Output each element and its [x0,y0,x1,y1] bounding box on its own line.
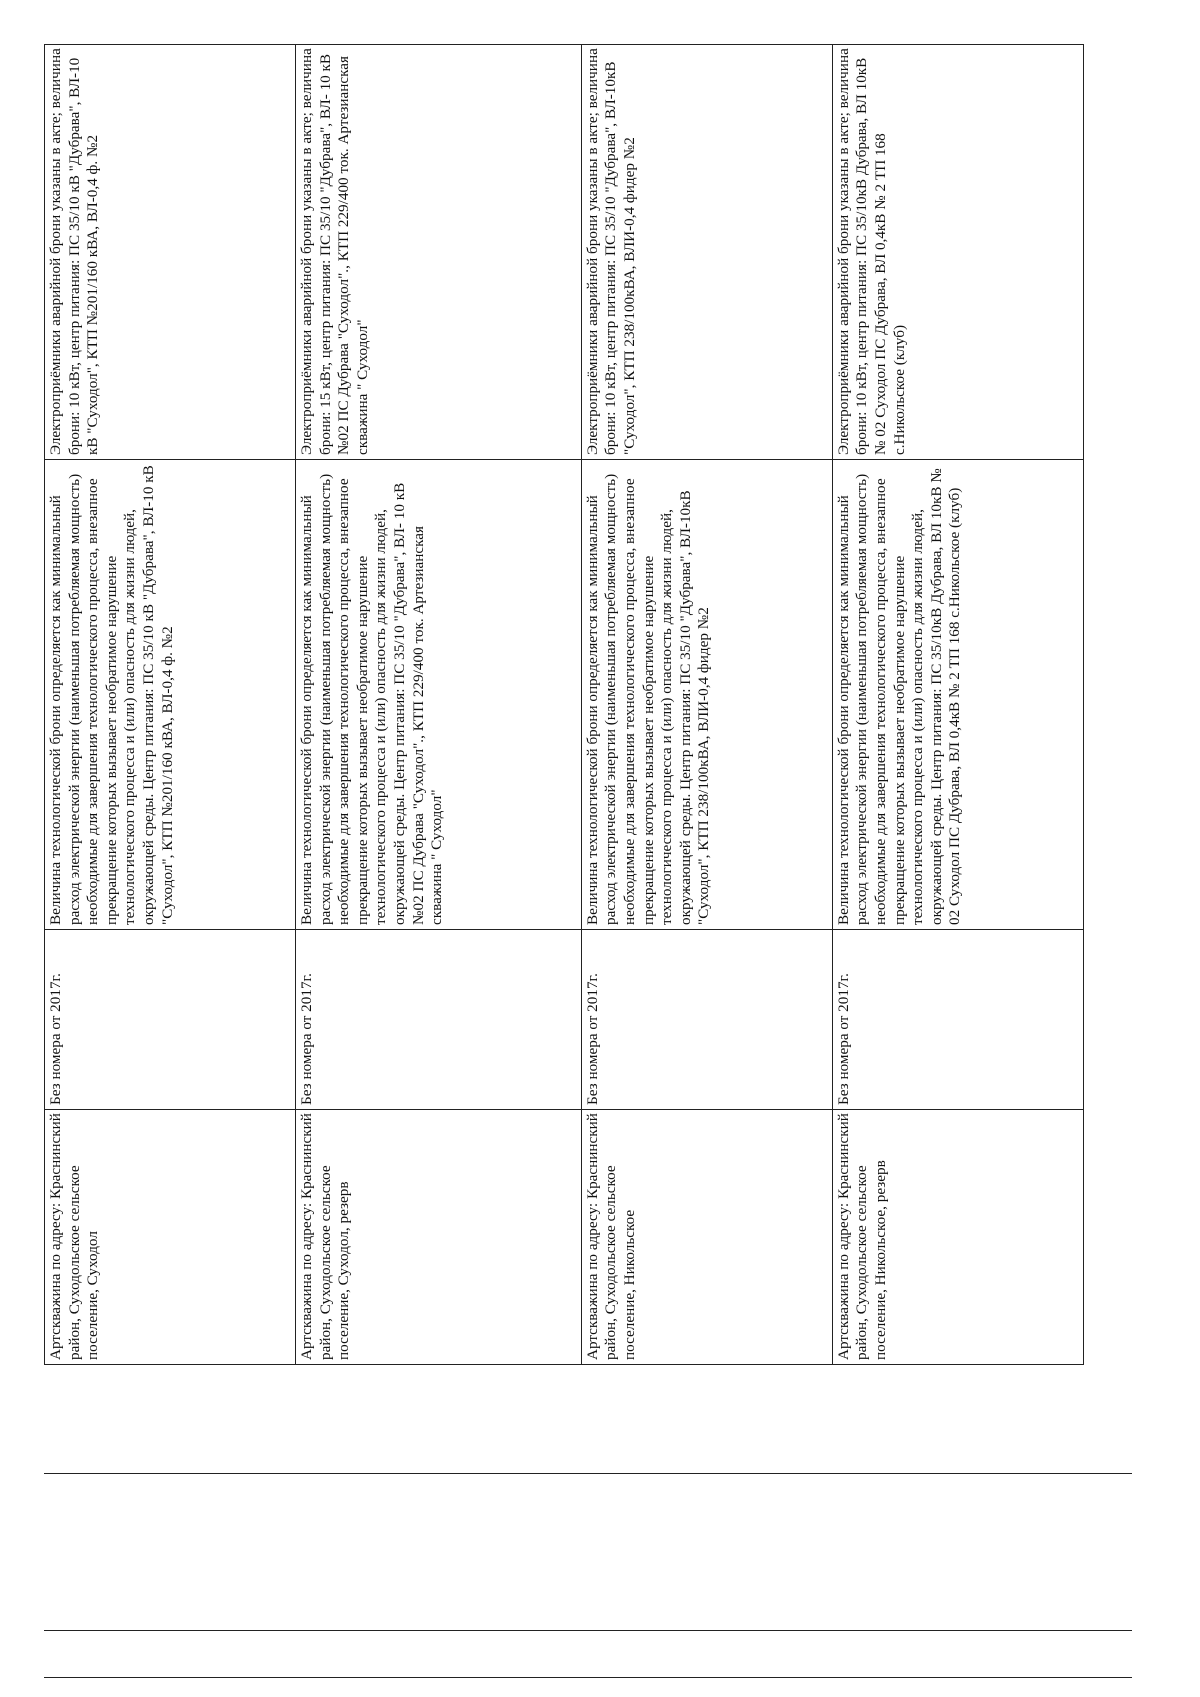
object-cell: Артскважина по адресу: Краснинский район, Суходольское сельское поселение, Никольское [581,1110,832,1365]
object-cell: Артскважина по адресу: Краснинский район, Суходольское сельское поселение, Суходол [45,1110,296,1365]
table-row [832,45,1083,1365]
object-cell: Артскважина по адресу: Краснинский район, Суходольское сельское поселение, Суходол, резерв [296,1110,582,1365]
tech-reserve-cell: Величина технологической брони определяется как минимальный расход электрической энергии (наименьшая потребляемая мощность) необходимые для завершения технологического процесса, внезапное прекращение которых вызывает необратимое нарушение технологического процесса и (или) опасность для жизни людей, окружающей среды. Центр питания: ПС 35/10 "Дубрава", ВЛ-10кВ "Суходол", КТП 238/100кВА, ВЛИ-0,4 фидер №2 [581,460,832,930]
signature-line [44,1630,1132,1631]
emergency-reserve-cell: Электроприёмники аварийной брони указаны в акте; величина брони: 10 кВт, центр питания: ПС 35/10 "Дубрава", ВЛ-10кВ "Суходол", КТП 238/100кВА, ВЛИ-0,4 фидер №2 [581,45,832,460]
act-cell: Без номера от 2017г. [296,930,582,1110]
object-cell: Артскважина по адресу: Краснинский район, Суходольское сельское поселение, Никольское, резерв [832,1110,1083,1365]
emergency-reserve-cell: Электроприёмники аварийной брони указаны в акте; величина брони: 15 кВт, центр питания: ПС 35/10 "Дубрава", ВЛ- 10 кВ №02 ПС Дубрава "Суходол"., КТП 229/400 ток. Артезианская скважина " Суходол" [296,45,582,460]
act-cell: Без номера от 2017г. [581,930,832,1110]
act-cell: Без номера от 2017г. [45,930,296,1110]
tech-reserve-cell: Величина технологической брони определяется как минимальный расход электрической энергии (наименьшая потребляемая мощность) необходимые для завершения технологического процесса, внезапное прекращение которых вызывает необратимое нарушение технологического процесса и (или) опасность для жизни людей, окружающей среды. Центр питания: ПС 35/10 "Дубрава", ВЛ- 10 кВ №02 ПС Дубрава "Суходол"., КТП 229/400 ток. Артезианская скважина " Суходол" [296,460,582,930]
rotated-table-container [44,45,1084,1365]
reserve-table [44,44,1084,1365]
signature-line [44,1677,1132,1678]
tech-reserve-cell: Величина технологической брони определяется как минимальный расход электрической энергии (наименьшая потребляемая мощность) необходимые для завершения технологического процесса, внезапное прекращение которых вызывает необратимое нарушение технологического процесса и (или) опасность для жизни людей, окружающей среды. Центр питания: ПС 35/10 кВ "Дубрава", ВЛ-10 кВ "Суходол", КТП №201/160 кВА, ВЛ-0,4 ф. №2 [45,460,296,930]
signature-line [44,1473,1132,1474]
table-row [581,45,832,1365]
table-row [296,45,582,1365]
emergency-reserve-cell: Электроприёмники аварийной брони указаны в акте; величина брони: 10 кВт, центр питания: ПС 35/10 кВ "Дубрава", ВЛ-10 кВ "Суходол", КТП №201/160 кВА, ВЛ-0,4 ф. №2 [45,45,296,460]
table-row [45,45,296,1365]
tech-reserve-cell: Величина технологической брони определяется как минимальный расход электрической энергии (наименьшая потребляемая мощность) необходимые для завершения технологического процесса, внезапное прекращение которых вызывает необратимое нарушение технологического процесса и (или) опасность для жизни людей, окружающей среды. Центр питания: ПС 35/10кВ Дубрава, ВЛ 10кВ № 02 Суходол ПС Дубрава, ВЛ 0,4кВ № 2 ТП 168 с.Никольское (клуб) [832,460,1083,930]
emergency-reserve-cell: Электроприёмники аварийной брони указаны в акте; величина брони: 10 кВт, центр питания: ПС 35/10кВ Дубрава, ВЛ 10кВ № 02 Суходол ПС Дубрава, ВЛ 0,4кВ № 2 ТП 168 с.Никольское (клуб) [832,45,1083,460]
act-cell: Без номера от 2017г. [832,930,1083,1110]
